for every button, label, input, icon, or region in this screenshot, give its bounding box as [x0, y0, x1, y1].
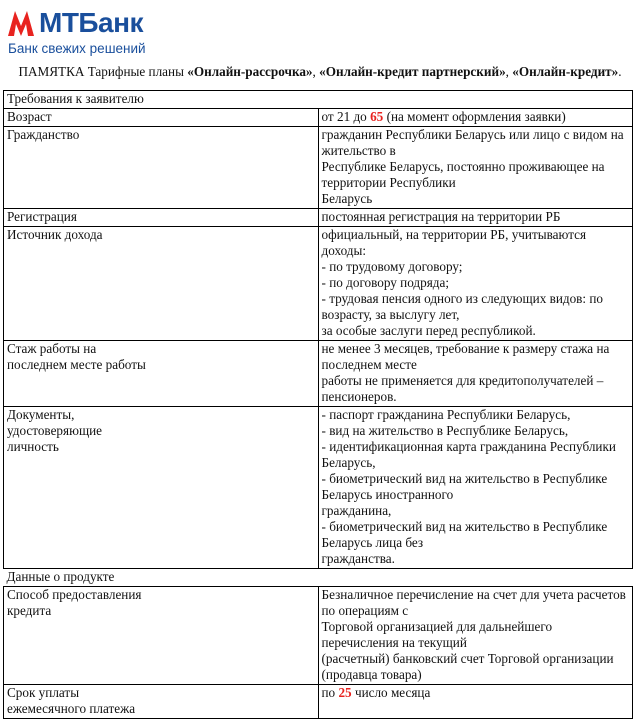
- bank-tagline: Банк свежих решений: [8, 41, 146, 56]
- citizenship-line: Республике Беларусь, постоянно проживающее на территории Республики: [321, 159, 605, 190]
- documents-line: гражданства.: [321, 551, 395, 566]
- citizenship-label: Гражданство: [4, 127, 319, 209]
- payment-day: 25: [338, 685, 352, 700]
- experience-line: работы не применяется для кредитополучателей – пенсионеров.: [321, 373, 604, 404]
- experience-line: не менее 3 месяцев, требование к размеру стажа на последнем месте: [321, 341, 610, 372]
- income-line: - по трудовому договору;: [321, 259, 463, 274]
- citizenship-line: Беларусь: [321, 191, 373, 206]
- provision-line: Торговой организацией для дальнейшего перечисления на текущий: [321, 619, 553, 650]
- income-line: - по договору подряда;: [321, 275, 450, 290]
- documents-line: - паспорт гражданина Республики Беларусь,: [321, 407, 571, 422]
- age-from: от 21 до: [321, 109, 371, 124]
- income-value: [318, 227, 633, 341]
- provision-label: [4, 587, 319, 685]
- section-product-header: Данные о продукте: [6, 569, 115, 584]
- documents-line: гражданина,: [321, 503, 392, 518]
- title-prefix: ПАМЯТКА Тарифные планы: [18, 64, 188, 79]
- table-row-payment: [4, 685, 633, 719]
- bank-name: МТБанк: [39, 7, 144, 38]
- documents-label-line: Документы,: [7, 407, 75, 422]
- table-row-experience: [4, 341, 633, 407]
- age-value: [318, 109, 633, 127]
- documents-label-line: личность: [7, 439, 59, 454]
- mtbank-logo-icon: [6, 8, 36, 38]
- documents-label-line: удостоверяющие: [7, 423, 103, 438]
- title-plan-1: «Онлайн-рассрочка»: [187, 64, 313, 79]
- income-label: Источник дохода: [4, 227, 319, 341]
- documents-line: - идентификационная карта гражданина Республики Беларусь,: [321, 439, 616, 470]
- documents-line: - биометрический вид на жительство в Республике Беларусь иностранного: [321, 471, 608, 502]
- payment-suffix: число месяца: [351, 685, 431, 700]
- document-title: [0, 64, 640, 80]
- payment-label: [4, 685, 319, 719]
- payment-label-line: ежемесячного платежа: [7, 701, 136, 716]
- table-row-citizenship: [4, 127, 633, 209]
- provision-line: Безналичное перечисление на счет для учета расчетов по операциям с: [321, 587, 626, 618]
- registration-label: Регистрация: [4, 209, 319, 227]
- age-max: 65: [370, 109, 384, 124]
- documents-value: [318, 407, 633, 569]
- provision-line: (расчетный) банковский счет Торговой организации (продавца товара): [321, 651, 614, 682]
- experience-label-line: последнем месте работы: [7, 357, 146, 372]
- income-line: - трудовая пенсия одного из следующих видов: по возрасту, за выслугу лет,: [321, 291, 604, 322]
- age-note: (на момент оформления заявки): [383, 109, 566, 124]
- title-end: .: [618, 64, 622, 79]
- section-row-requirements: [4, 91, 633, 109]
- payment-prefix: по: [321, 685, 339, 700]
- experience-label: [4, 341, 319, 407]
- experience-value: [318, 341, 633, 407]
- title-plan-3: «Онлайн-кредит»: [512, 64, 619, 79]
- provision-label-line: Способ предоставления: [7, 587, 142, 602]
- section-requirements-header: Требования к заявителю: [4, 91, 633, 109]
- section-row-product: [4, 569, 633, 587]
- table-row-income: [4, 227, 633, 341]
- tariff-table: [3, 90, 633, 719]
- experience-label-line: Стаж работы на: [7, 341, 97, 356]
- documents-line: - биометрический вид на жительство в Республике Беларусь лица без: [321, 519, 608, 550]
- documents-label: [4, 407, 319, 569]
- payment-value: [318, 685, 633, 719]
- title-sep-2: ,: [505, 64, 513, 79]
- title-sep-1: ,: [312, 64, 320, 79]
- citizenship-value: [318, 127, 633, 209]
- title-plan-2: «Онлайн-кредит партнерский»: [319, 64, 506, 79]
- provision-value: [318, 587, 633, 685]
- table-row-age: [4, 109, 633, 127]
- age-label: Возраст: [4, 109, 319, 127]
- table-row-registration: [4, 209, 633, 227]
- citizenship-line: гражданин Республики Беларусь или лицо с видом на жительство в: [321, 127, 624, 158]
- income-line: за особые заслуги перед республикой.: [321, 323, 536, 338]
- bank-logo: [6, 6, 226, 56]
- provision-label-line: кредита: [7, 603, 52, 618]
- table-row-documents: [4, 407, 633, 569]
- registration-value: постоянная регистрация на территории РБ: [318, 209, 633, 227]
- table-row-provision: [4, 587, 633, 685]
- income-line: официальный, на территории РБ, учитываются доходы:: [321, 227, 587, 258]
- documents-line: - вид на жительство в Республике Беларусь,: [321, 423, 569, 438]
- payment-label-line: Срок уплаты: [7, 685, 80, 700]
